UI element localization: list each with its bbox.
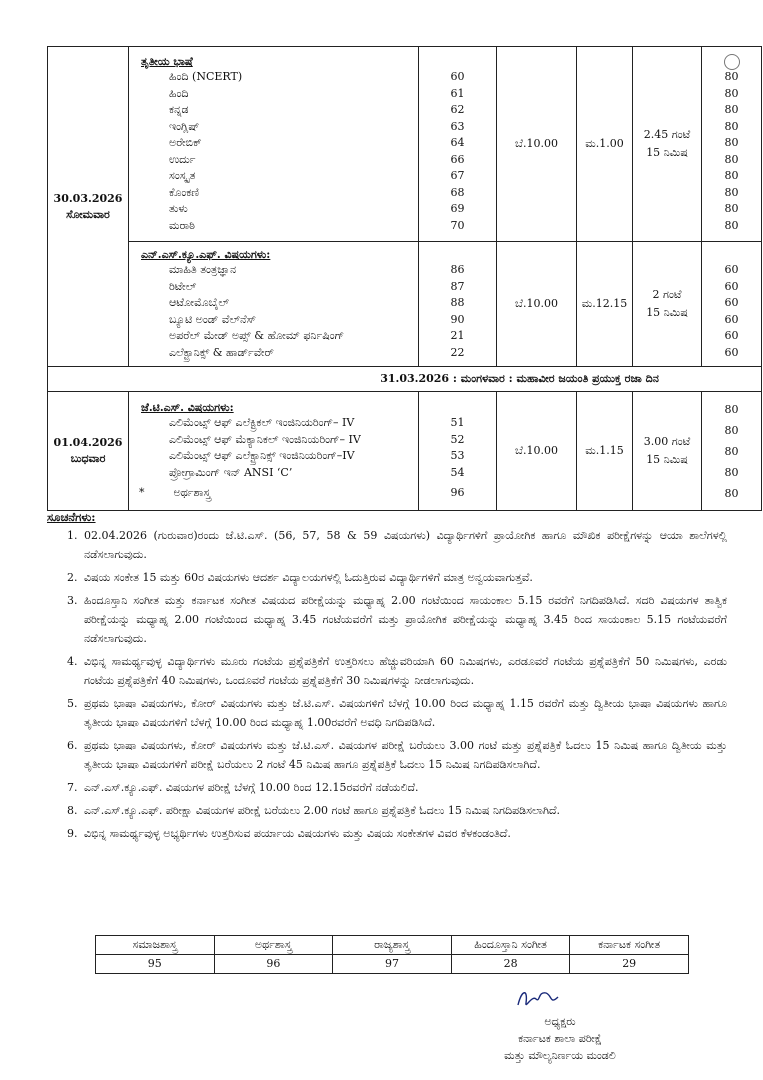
exam-day: ಸೋಮವಾರ [66,207,110,221]
subject-item: ಅರೇಬಿಕ್ [169,136,202,149]
subject-item: ಹಿಂದಿ (NCERT) [169,70,243,83]
alt-subject-code: 29 [570,955,689,974]
exam-date: 01.04.2026 [53,436,123,449]
alt-subject-codes-row [96,955,689,974]
duration [633,242,702,367]
subject-code: 68 [450,185,465,199]
exam-row-third-language [48,47,762,242]
note-item [47,736,727,774]
note-item [47,824,727,843]
note-text: ವಿಭಿನ್ನ ಸಾಮರ್ಥ್ಯವುಳ್ಳ ವಿದ್ಯಾರ್ಥಿಗಳು ಮೂರು ಗಂಟೆಯ ಪ್ರಶ್ನೆಪತ್ರಿಕೆಗೆ ಉತ್ತರಿಸಲು ಹೆಚ್ಚುವರಿಯಾಗಿ 60 ನಿಮಿಷಗಳು, ಎರಡೂವರೆ ಗಂಟೆಯ ಪ್ರಶ್ನೆಪತ್ರಿಕೆಗೆ 50 ನಿಮಿಷಗಳು, ಎರಡು ಗಂಟೆಯ ಪ್ರಶ್ನೆಪತ್ರಿಕೆಗೆ 40 ನಿಮಿಷಗಳು, ಒಂದೂವರೆ ಗಂಟೆಯ ಪ್ರಶ್ನೆಪತ್ರಿಕೆಗೆ 30 ನಿಮಿಷಗಳನ್ನು ನೀಡಲಾಗುವುದು. [84,655,727,687]
subject-item: ತುಳು [169,202,188,215]
note-text: ಹಿಂದೂಸ್ತಾನಿ ಸಂಗೀತ ಮತ್ತು ಕರ್ನಾಟಕ ಸಂಗೀತ ವಿಷಯದ ಪರೀಕ್ಷೆಯನ್ನು ಮಧ್ಯಾಹ್ನ 2.00 ಗಂಟೆಯಿಂದ ಸಾಯಂಕಾಲ 5.15 ರವರೆಗೆ ನಿಗದಿಪಡಿಸಿದೆ. ಸದರಿ ವಿಷಯಗಳ ತಾತ್ವಿಕ ಪರೀಕ್ಷೆಯನ್ನು ಮಧ್ಯಾಹ್ನ 2.00 ಗಂಟೆಯಿಂದ ಮಧ್ಯಾಹ್ನ 3.45 ಗಂಟೆಯವರೆಗೆ ಮತ್ತು ಪ್ರಾಯೋಗಿಕ ಪರೀಕ್ಷೆಯನ್ನು ಮಧ್ಯಾಹ್ನ 3.45 ರಿಂದ ಸಾಯಂಕಾಲ 5.15 ಗಂಟೆಯವರೆಗೆ ನಡೆಸಲಾಗುವುದು. [84,594,727,645]
organization-line-1: ಕರ್ನಾಟಕ ಶಾಲಾ ಪರೀಕ್ಷೆ [518,1032,602,1045]
subject-name: ಅರ್ಥಶಾಸ್ತ್ರ [173,486,211,500]
subject-code: 69 [450,202,465,215]
subject-item: ಸಂಸ್ಕೃತ [169,169,196,182]
note-number: 4. [67,655,78,668]
marks-value: 80 [724,70,739,83]
note-text: ಎನ್.ಎಸ್.ಕ್ಯೂ.ಎಫ್. ವಿಷಯಗಳ ಪರೀಕ್ಷೆ ಬೆಳಗ್ಗೆ 10.00 ರಿಂದ 12.15ರವರೆಗೆ ನಡೆಯಲಿದೆ. [84,781,419,794]
marks-value: 60 [724,329,739,342]
marks-value: 80 [724,202,739,215]
note-number: 2. [67,571,78,584]
subject-code: 51 [450,416,465,430]
subject-item: ಮಾಹಿತಿ ತಂತ್ರಜ್ಞಾನ [169,263,237,276]
duration-minutes: 15 ನಿಮಿಷ [646,306,688,319]
note-item [47,778,727,797]
handwritten-signature [470,985,650,1013]
subject-item: ಕನ್ನಡ [169,103,189,116]
group-header: ಜೆ.ಟಿ.ಎಸ್. ವಿಷಯಗಳು: [141,401,234,415]
subject-code: 62 [450,103,465,116]
alt-subject-name: ಸಮಾಜಶಾಸ್ತ್ರ [96,936,215,955]
subject-item: ಮರಾಠಿ [169,218,195,232]
subject-item: ಎಲಿಮೆಂಟ್ಸ್ ಆಫ್ ಎಲೆಕ್ಟ್ರಿಕಲ್ ಇಂಜಿನಿಯರಿಂಗ್– IV [169,416,355,430]
end-time: ಮ.1.00 [577,47,633,242]
subject-item: ಪ್ರೋಗ್ರಾಮಿಂಗ್ ಇನ್ ANSI ‘C’ [169,465,293,479]
subject-item: ಉರ್ದು [169,152,196,166]
end-time: ಮ.1.15 [577,392,633,511]
subject-code: 64 [450,136,465,149]
marks-value: 80 [724,402,739,416]
note-item [47,801,727,820]
subject-code: 96 [450,486,465,500]
marks-value: 80 [724,423,739,437]
subject-code: 66 [450,152,465,166]
subject-codes [419,242,497,367]
signature-block [470,985,650,1064]
subject-code: 70 [450,218,465,232]
note-number: 7. [67,781,78,794]
marks-value: 60 [724,263,739,276]
subject-item: ರಿಟೇಲ್ [169,279,197,293]
duration-hours: 2.45 ಗಂಟೆ [643,128,691,141]
marks-value: 80 [724,486,739,500]
subject-code: 53 [450,449,465,463]
exam-date: 30.03.2026 [53,191,123,205]
marks-value: 80 [724,465,739,479]
alt-subject-code: 97 [333,955,452,974]
note-text: ವಿಭಿನ್ನ ಸಾಮರ್ಥ್ಯವುಳ್ಳ ಅಭ್ಯರ್ಥಿಗಳು ಉತ್ತರಿಸುವ ಪರ್ಯಾಯ ವಿಷಯಗಳು ಮತ್ತು ವಿಷಯ ಸಂಕೇತಗಳ ವಿವರ ಕೆಳಕಂಡಂತಿದೆ. [84,827,511,840]
subject-item: ಎಲಿಮೆಂಟ್ಸ್ ಆಫ್ ಎಲೆಕ್ಟ್ರಾನಿಕ್ಸ್ ಇಂಜಿನಿಯರಿಂಗ್–IV [169,449,355,463]
exam-timetable [47,46,762,511]
start-time: ಬೆ.10.00 [497,392,577,511]
marks-value: 80 [724,119,739,133]
subject-code: 63 [450,119,465,133]
marks-value: 80 [724,185,739,199]
holiday-text: : ಮಂಗಳವಾರ : ಮಹಾವೀರ ಜಯಂತಿ ಪ್ರಯುಕ್ತ ರಜಾ ದಿನ [452,372,659,385]
marks-value: 60 [724,296,739,309]
subject-item: ಎಲಿಮೆಂಟ್ಸ್ ಆಫ್ ಮೆಕ್ಯಾನಿಕಲ್ ಇಂಜಿನಿಯರಿಂಗ್– IV [169,432,361,446]
marks-value: 80 [724,444,739,458]
alternative-subjects-table [95,935,689,974]
note-number: 8. [67,804,78,817]
subject-list [129,47,419,242]
exam-date-cell [48,47,129,367]
start-time: ಬೆ.10.00 [497,47,577,242]
note-text: ಎನ್.ಎಸ್.ಕ್ಯೂ.ಎಫ್. ಪರೀಕ್ಷಾ ವಿಷಯಗಳ ಪರೀಕ್ಷೆ ಬರೆಯಲು 2.00 ಗಂಟೆ ಹಾಗೂ ಪ್ರಶ್ನೆಪತ್ರಿಕೆ ಓದಲು 15 ನಿಮಿಷ ನಿಗದಿಪಡಿಸಲಾಗಿದೆ. [84,804,560,817]
exam-date-cell [48,392,129,511]
note-item [47,652,727,690]
subject-code: 21 [450,329,465,342]
subject-item: ಅಪರೆಲ್ ಮೇಡ್ ಅಪ್ಸ್ & ಹೋಮ್ ಫರ್ನಿಷಿಂಗ್ [169,329,345,342]
subject-item: ಬ್ಯೂಟಿ ಅಂಡ್ ವೆಲ್‌ನೆಸ್ [169,312,257,326]
alt-subject-name: ಕರ್ನಾಟಕ ಸಂಗೀತ [570,936,689,955]
holiday-notice [48,367,762,392]
alt-subject-name: ಹಿಂದೂಸ್ತಾನಿ ಸಂಗೀತ [451,936,570,955]
exam-day: ಬುಧವಾರ [70,452,106,465]
duration [633,392,702,511]
subject-item: ಇಂಗ್ಲಿಷ್ [169,119,200,133]
group-header: ಎನ್.ಎಸ್.ಕ್ಯೂ.ಎಫ್. ವಿಷಯಗಳು: [141,248,271,261]
alt-subject-code: 28 [451,955,570,974]
subject-item-starred [129,485,418,502]
note-number: 3. [67,594,78,607]
note-item [47,568,727,587]
star-marker: * [139,486,145,500]
subject-code: 87 [450,279,465,293]
holiday-row [48,367,762,392]
marks-value: 80 [724,169,739,182]
note-number: 5. [67,697,78,710]
alt-subject-name: ರಾಜ್ಯಶಾಸ್ತ್ರ [333,936,452,955]
subject-code: 52 [450,432,465,446]
alt-subject-code: 95 [96,955,215,974]
organization-line-2: ಮತ್ತು ಮೌಲ್ಯನಿರ್ಣಯ ಮಂಡಲಿ [504,1049,616,1062]
subject-code: 67 [450,169,465,182]
note-number: 9. [67,827,78,840]
duration-minutes: 15 ನಿಮಿಷ [646,146,688,159]
subject-code: 60 [450,70,465,83]
duration-hours: 3.00 ಗಂಟೆ [643,435,691,448]
alt-subject-code: 96 [214,955,333,974]
marks-value: 60 [724,312,739,326]
signature-scribble-icon [510,985,570,1013]
subject-code: 90 [450,312,465,326]
subject-codes [419,392,497,511]
notes-list [47,526,727,847]
subject-code: 54 [450,465,465,479]
subject-item: ಹಿಂದಿ [169,86,189,100]
max-marks [702,47,762,242]
marks-value: 80 [724,86,739,100]
note-text: ವಿಷಯ ಸಂಕೇತ 15 ಮತ್ತು 60ರ ವಿಷಯಗಳು ಆದರ್ಶ ವಿದ್ಯಾಲಯಗಳಲ್ಲಿ ಓದುತ್ತಿರುವ ವಿದ್ಯಾರ್ಥಿಗಳಿಗೆ ಮಾತ್ರ ಅನ್ವಯವಾಗುತ್ತವೆ. [84,571,533,584]
start-time: ಬೆ.10.00 [497,242,577,367]
holiday-date: 31.03.2026 [380,372,450,385]
marks-value: 80 [724,103,739,116]
alt-subject-name: ಅರ್ಥಶಾಸ್ತ್ರ [214,936,333,955]
duration [633,47,702,242]
subject-code: 86 [450,263,465,276]
subject-list [129,242,419,367]
subject-list [129,392,419,511]
duration-minutes: 15 ನಿಮಿಷ [646,453,688,466]
marks-value: 80 [724,152,739,166]
marks-value: 80 [724,136,739,149]
duration-hours: 2 ಗಂಟೆ [652,288,682,301]
note-text: ಪ್ರಥಮ ಭಾಷಾ ವಿಷಯಗಳು, ಕೋರ್ ವಿಷಯಗಳು ಮತ್ತು ಜೆ.ಟಿ.ಎಸ್. ವಿಷಯಗಳ ಪರೀಕ್ಷೆ ಬರೆಯಲು 3.00 ಗಂಟೆ ಮತ್ತು ಪ್ರಶ್ನೆಪತ್ರಿಕೆ ಓದಲು 15 ನಿಮಿಷ ಹಾಗೂ ದ್ವಿತೀಯ ಮತ್ತು ತೃತೀಯ ಭಾಷಾ ವಿಷಯಗಳಿಗೆ ಪರೀಕ್ಷೆ ಬರೆಯಲು 2 ಗಂಟೆ 45 ನಿಮಿಷ ಹಾಗೂ ಪ್ರಶ್ನೆಪತ್ರಿಕೆ ಓದಲು 15 ನಿಮಿಷ ನಿಗದಿಪಡಿಸಲಾಗಿದೆ. [84,739,727,771]
circle-mark-icon [724,54,740,70]
notes-heading: ಸೂಚನೆಗಳು: [47,510,96,524]
subject-code: 61 [450,86,465,100]
note-item [47,591,727,648]
subject-codes [419,47,497,242]
alt-subject-names-row [96,936,689,955]
max-marks [702,242,762,367]
max-marks [702,392,762,511]
subject-code: 88 [450,296,465,309]
note-text: ಪ್ರಥಮ ಭಾಷಾ ವಿಷಯಗಳು, ಕೋರ್ ವಿಷಯಗಳು ಮತ್ತು ಜೆ.ಟಿ.ಎಸ್. ವಿಷಯಗಳಿಗೆ ಬೆಳಗ್ಗೆ 10.00 ರಿಂದ ಮಧ್ಯಾಹ್ನ 1.15 ರವರೆಗೆ ಮತ್ತು ದ್ವಿತೀಯ ಭಾಷಾ ವಿಷಯಗಳು ಹಾಗೂ ತೃತೀಯ ಭಾಷಾ ವಿಷಯಗಳಿಗೆ ಬೆಳಗ್ಗೆ 10.00 ರಿಂದ ಮಧ್ಯಾಹ್ನ 1.00ರವರೆಗೆ ಅವಧಿ ನಿಗದಿಪಡಿಸಿದೆ. [84,697,727,729]
note-number: 6. [67,739,78,752]
end-time: ಮ.12.15 [577,242,633,367]
group-header: ತೃತೀಯ ಭಾಷೆ [141,55,193,68]
subject-item: ಕೊಂಕಣಿ [169,185,200,199]
note-number: 1. [67,529,78,542]
marks-value: 80 [724,218,739,232]
note-item [47,694,727,732]
exam-row-nsqf [48,242,762,367]
note-item [47,526,727,564]
signatory-title: ಅಧ್ಯಕ್ಷರು [544,1015,576,1028]
marks-value: 60 [724,345,739,359]
exam-row-jts [48,392,762,511]
subject-item: ಎಲೆಕ್ಟ್ರಾನಿಕ್ಸ್ & ಹಾರ್ಡ್‌ವೇರ್ [169,345,274,359]
note-text: 02.04.2026 (ಗುರುವಾರ)ರಂದು ಜೆ.ಟಿ.ಎಸ್. (56, 57, 58 & 59 ವಿಷಯಗಳು) ವಿದ್ಯಾರ್ಥಿಗಳಿಗೆ ಪ್ರಾಯೋಗಿಕ ಹಾಗೂ ಮೌಖಿಕ ಪರೀಕ್ಷೆಗಳನ್ನು ಆಯಾ ಶಾಲೆಗಳಲ್ಲಿ ನಡೆಸಲಾಗುವುದು. [84,529,727,561]
subject-code: 22 [450,345,465,359]
marks-value: 60 [724,279,739,293]
subject-item: ಆಟೋಮೊಬೈಲ್ [169,296,230,309]
